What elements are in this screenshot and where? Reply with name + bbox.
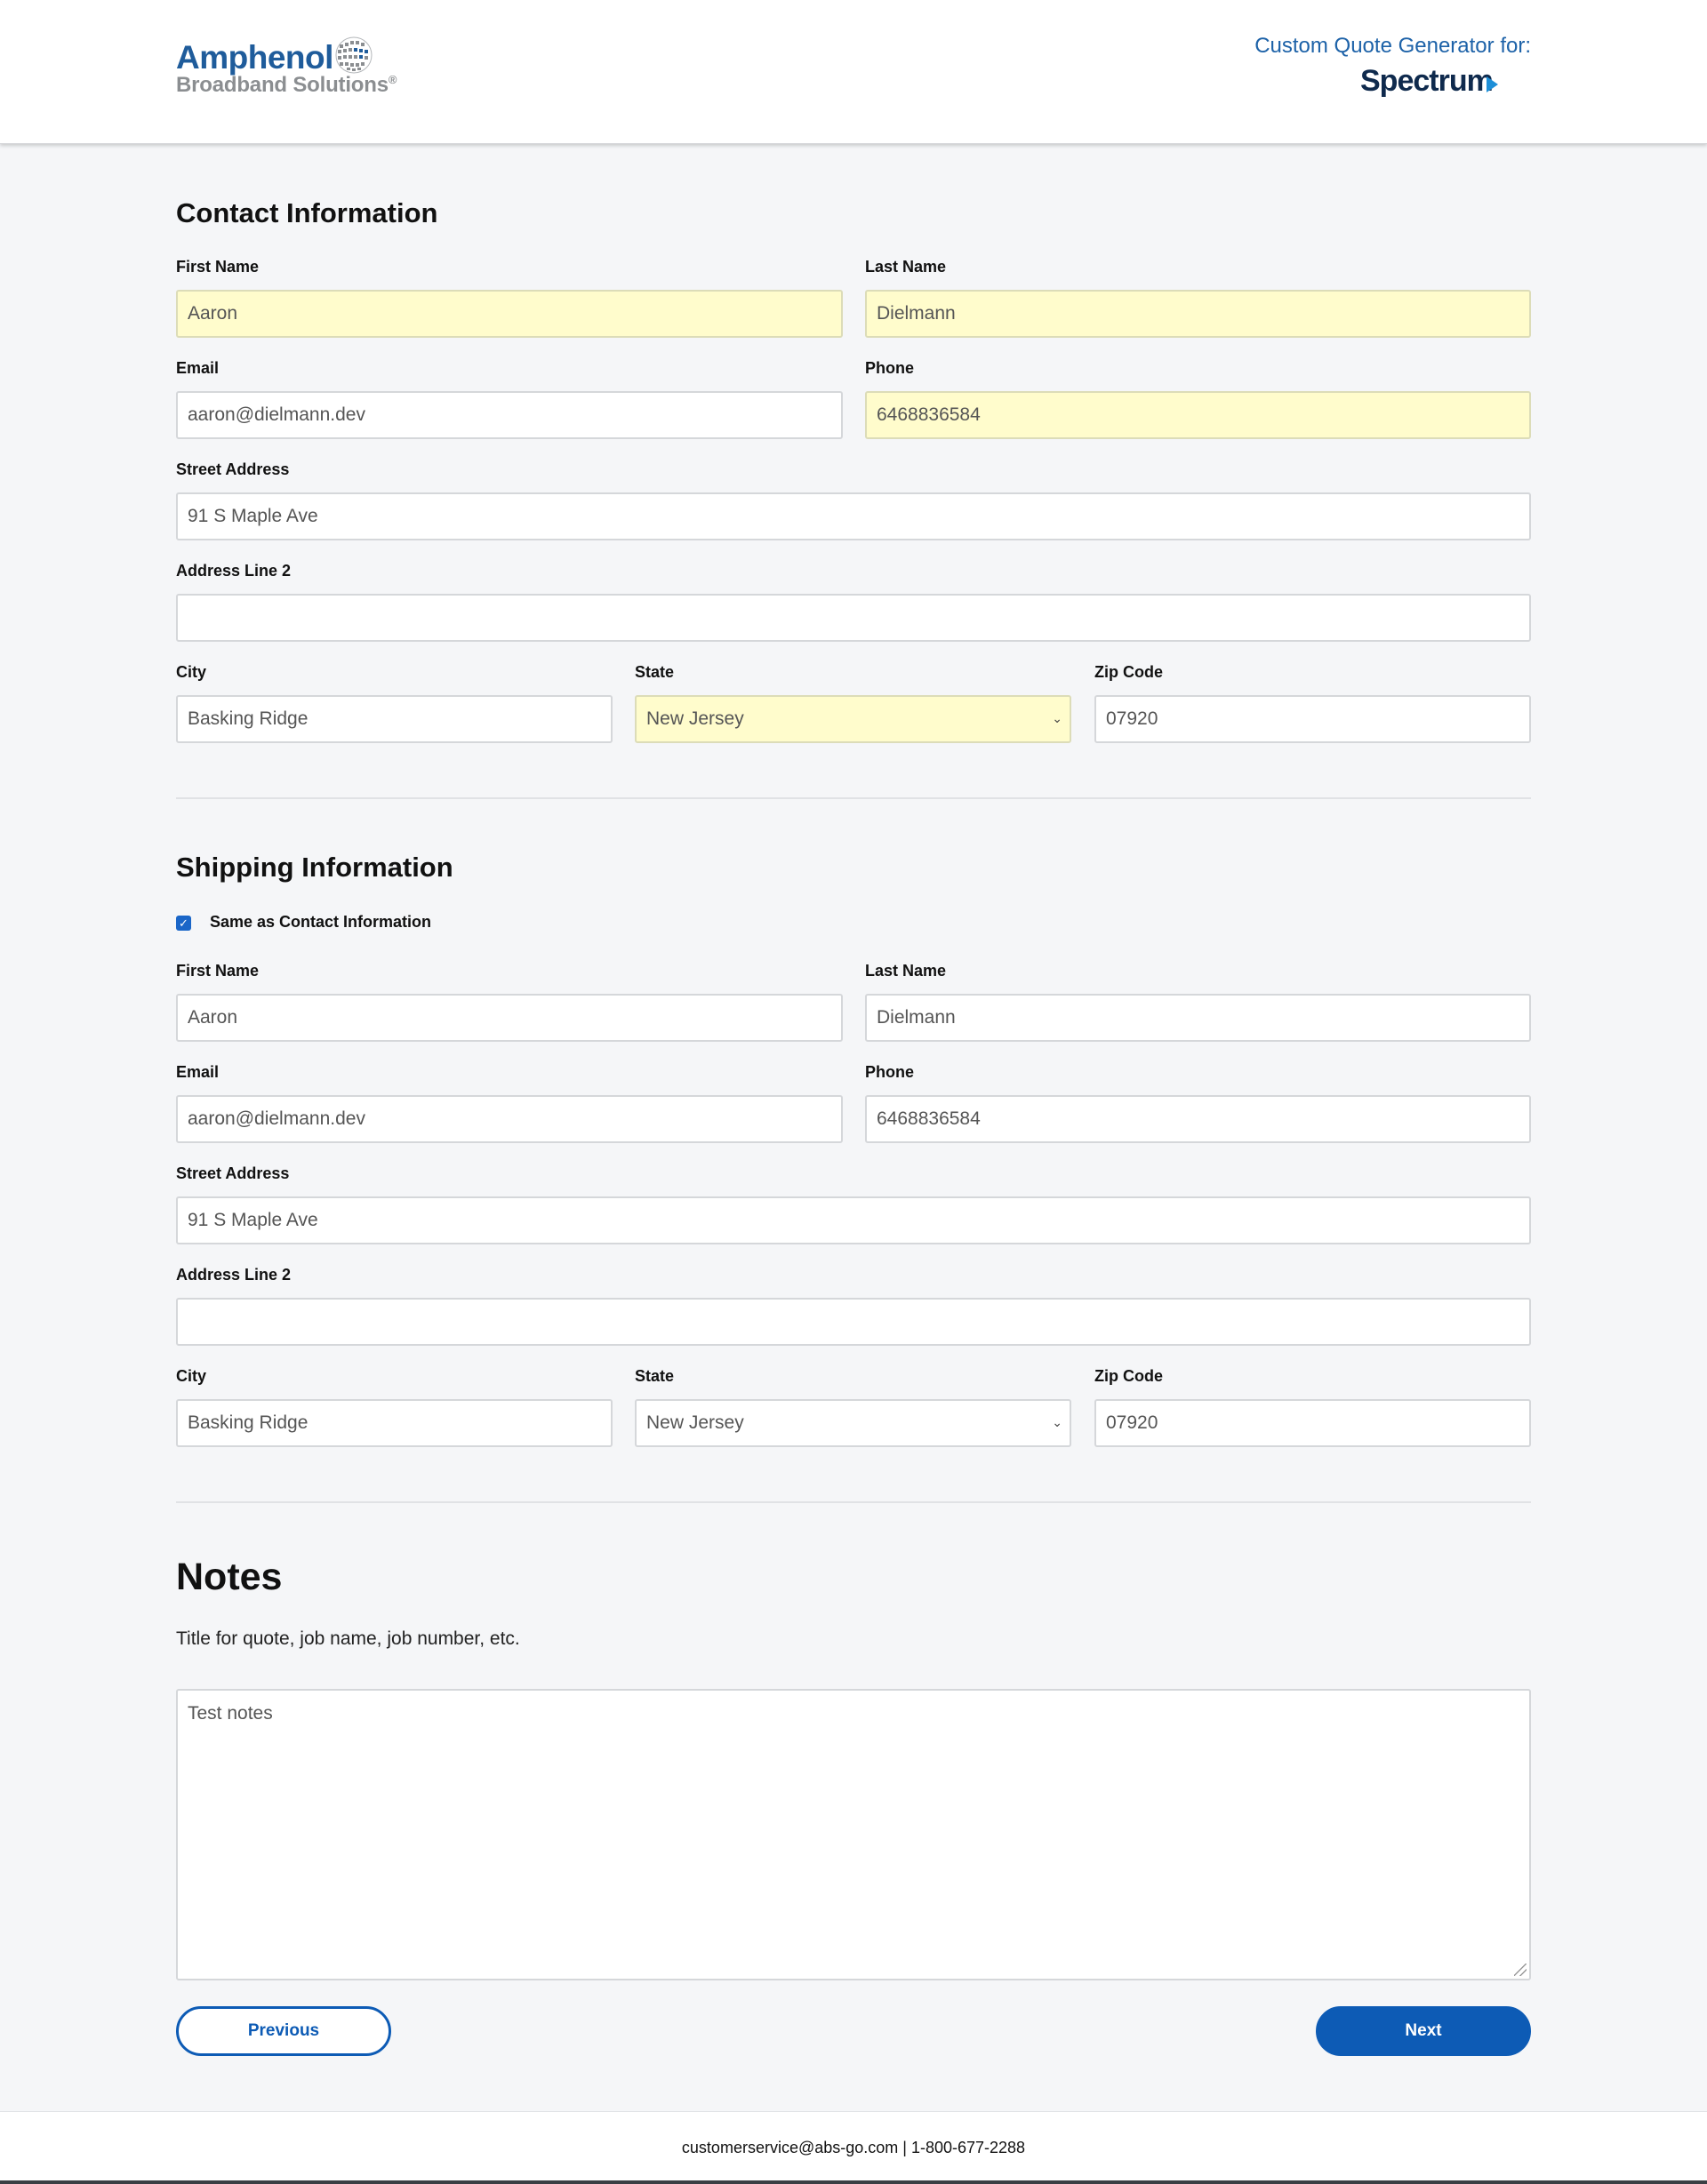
- shipping-street-label: Street Address: [176, 1164, 290, 1182]
- footer-contact-text: customerservice@abs-go.com | 1-800-677-2288: [681, 2139, 1026, 2156]
- shipping-address2-label: Address Line 2: [176, 1266, 292, 1284]
- amphenol-logo[interactable]: [176, 36, 407, 98]
- shipping-street-input[interactable]: 91 S Maple Ave: [176, 1196, 1531, 1244]
- shipping-state-value: New Jersey: [646, 1412, 744, 1433]
- shipping-phone-label: Phone: [865, 1063, 915, 1081]
- contact-zip-label: Zip Code: [1094, 663, 1163, 681]
- chevron-down-icon: ⌄: [1052, 1415, 1062, 1429]
- shipping-city-label: City: [176, 1367, 207, 1385]
- shipping-zip-label: Zip Code: [1094, 1367, 1163, 1385]
- notes-section-title: Notes: [176, 1556, 283, 1598]
- globe-icon: [334, 36, 373, 75]
- logo-wordmark-top: Amphenol: [176, 39, 333, 76]
- section-divider: [176, 1501, 1531, 1503]
- contact-first-name-input[interactable]: Aaron: [176, 290, 843, 338]
- page-footer: [0, 2111, 1707, 2184]
- previous-button[interactable]: Previous: [176, 2006, 391, 2056]
- contact-city-label: City: [176, 663, 207, 681]
- contact-section-title: Contact Information: [176, 197, 438, 228]
- contact-email-input[interactable]: aaron@dielmann.dev: [176, 391, 843, 439]
- shipping-email-input[interactable]: aaron@dielmann.dev: [176, 1095, 843, 1143]
- contact-last-name-label: Last Name: [865, 258, 947, 276]
- resize-grip-icon[interactable]: [1514, 1964, 1527, 1976]
- contact-address2-label: Address Line 2: [176, 562, 292, 580]
- logo-wordmark-bottom: Broadband Solutions®: [176, 73, 397, 97]
- shipping-zip-input[interactable]: 07920: [1094, 1399, 1531, 1447]
- shipping-first-name-input[interactable]: Aaron: [176, 994, 843, 1042]
- shipping-section-title: Shipping Information: [176, 852, 453, 883]
- contact-address2-input[interactable]: [176, 594, 1531, 642]
- shipping-phone-input[interactable]: 6468836584: [865, 1095, 1531, 1143]
- same-as-contact-checkbox[interactable]: ✓: [176, 916, 191, 931]
- shipping-city-input[interactable]: Basking Ridge: [176, 1399, 613, 1447]
- contact-phone-label: Phone: [865, 359, 915, 377]
- shipping-address2-input[interactable]: [176, 1298, 1531, 1346]
- contact-city-input[interactable]: Basking Ridge: [176, 695, 613, 743]
- shipping-email-label: Email: [176, 1063, 220, 1081]
- quote-generator-caption: Custom Quote Generator for:: [1254, 34, 1531, 58]
- shipping-state-select[interactable]: [635, 1399, 1071, 1447]
- page-header: [0, 0, 1707, 144]
- notes-textarea[interactable]: [176, 1689, 1531, 1980]
- same-as-contact-label[interactable]: Same as Contact Information: [210, 913, 432, 931]
- contact-last-name-input[interactable]: Dielmann: [865, 290, 1531, 338]
- contact-first-name-label: First Name: [176, 258, 260, 276]
- contact-zip-input[interactable]: 07920: [1094, 695, 1531, 743]
- notes-value: Test notes: [188, 1703, 273, 1724]
- contact-state-label: State: [635, 663, 675, 681]
- contact-street-label: Street Address: [176, 460, 290, 478]
- shipping-state-label: State: [635, 1367, 675, 1385]
- contact-street-input[interactable]: 91 S Maple Ave: [176, 492, 1531, 540]
- spectrum-logo: Spectrum: [1360, 64, 1493, 98]
- contact-email-label: Email: [176, 359, 220, 377]
- spectrum-arrow-icon: [1487, 76, 1498, 92]
- shipping-last-name-input[interactable]: Dielmann: [865, 994, 1531, 1042]
- contact-state-select[interactable]: [635, 695, 1071, 743]
- next-button[interactable]: Next: [1316, 2006, 1531, 2056]
- section-divider: [176, 797, 1531, 799]
- chevron-down-icon: ⌄: [1052, 711, 1062, 725]
- contact-state-value: New Jersey: [646, 708, 744, 729]
- contact-phone-input[interactable]: 6468836584: [865, 391, 1531, 439]
- shipping-last-name-label: Last Name: [865, 962, 947, 980]
- notes-help-text: Title for quote, job name, job number, etc.: [176, 1628, 520, 1649]
- shipping-first-name-label: First Name: [176, 962, 260, 980]
